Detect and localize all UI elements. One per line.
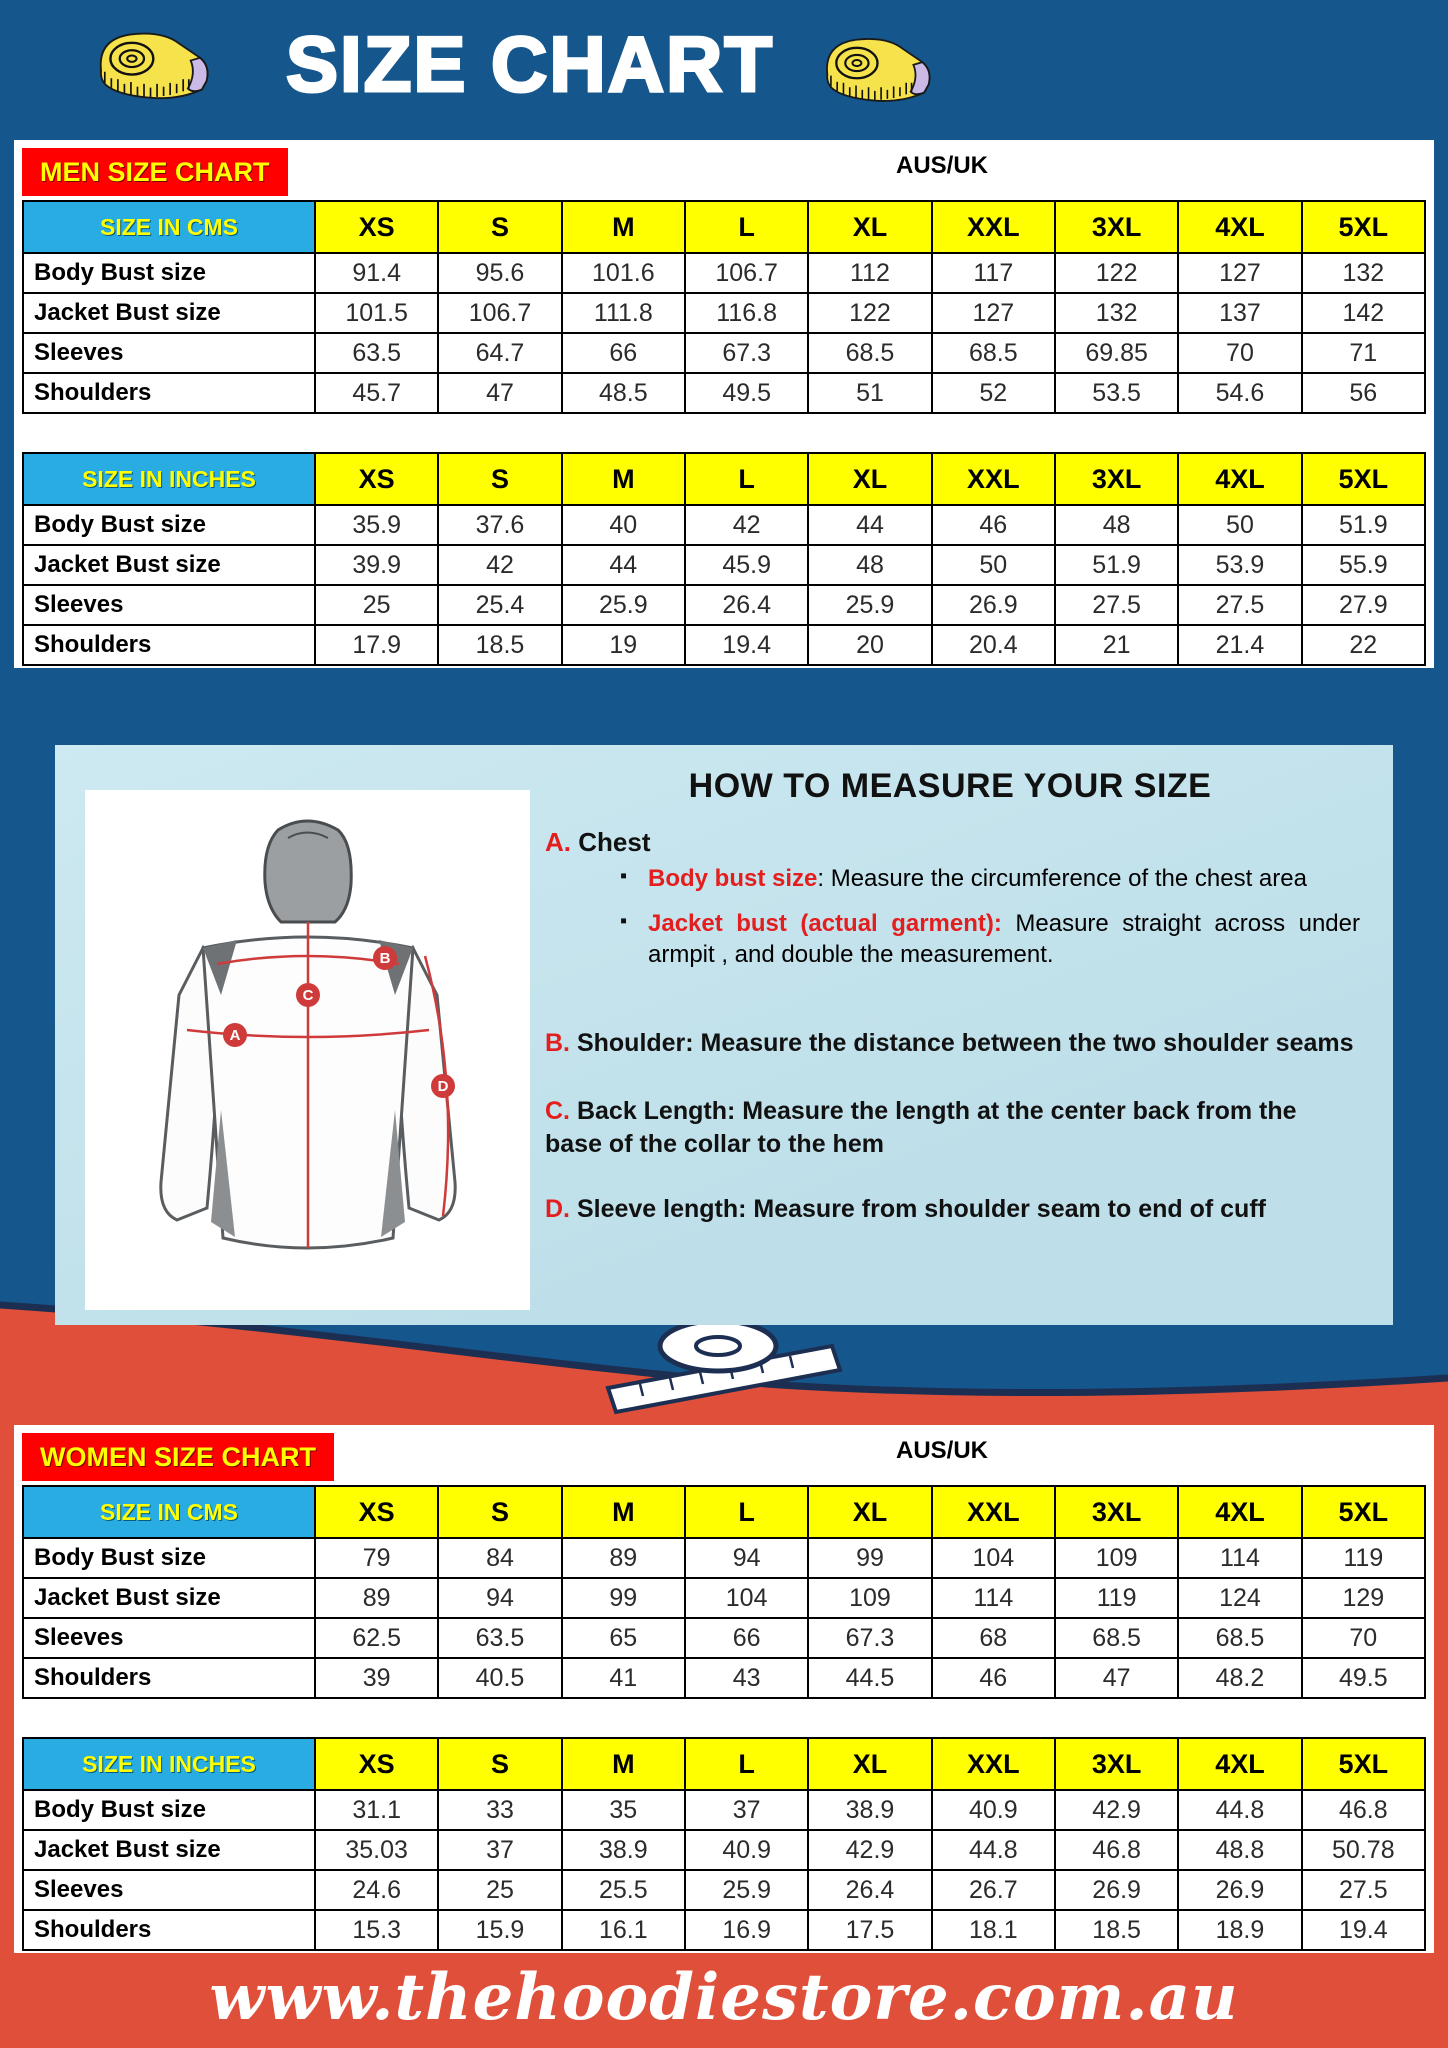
measurement-value: 26.9 — [1178, 1870, 1301, 1910]
size-column-header: L — [685, 1738, 808, 1790]
measurement-value: 101.5 — [315, 293, 438, 333]
measurement-value: 52 — [932, 373, 1055, 413]
measurement-value: 26.7 — [932, 1870, 1055, 1910]
measurement-value: 62.5 — [315, 1618, 438, 1658]
measurement-value: 47 — [1055, 1658, 1178, 1698]
measurement-value: 45.7 — [315, 373, 438, 413]
measurement-value: 25.9 — [685, 1870, 808, 1910]
size-column-header: L — [685, 201, 808, 253]
measurement-value: 55.9 — [1302, 545, 1425, 585]
measurement-value: 50 — [1178, 505, 1301, 545]
table-row — [23, 545, 1425, 585]
table-header-row — [23, 201, 1425, 253]
bullet-square-icon: ▪ — [620, 865, 628, 887]
measurement-value: 25.5 — [562, 1870, 685, 1910]
size-column-header: 3XL — [1055, 453, 1178, 505]
measurement-value: 49.5 — [1302, 1658, 1425, 1698]
measurement-value: 99 — [562, 1578, 685, 1618]
measurement-value: 68 — [932, 1618, 1055, 1658]
store-url: www.thehoodiestore.com.au — [209, 1960, 1239, 2035]
measurement-value: 68.5 — [1055, 1618, 1178, 1658]
table-row — [23, 585, 1425, 625]
measurement-value: 46 — [932, 505, 1055, 545]
measurement-value: 127 — [932, 293, 1055, 333]
bullet-body-bust: ▪ Body bust size: Measure the circumference of the chest area — [620, 865, 1307, 892]
measurement-value: 42.9 — [808, 1830, 931, 1870]
measurement-value: 44.5 — [808, 1658, 931, 1698]
measurement-value: 19 — [562, 625, 685, 665]
size-column-header: 5XL — [1302, 453, 1425, 505]
measurement-value: 18.5 — [438, 625, 561, 665]
measurement-value: 44.8 — [1178, 1790, 1301, 1830]
measurement-value: 56 — [1302, 373, 1425, 413]
measurement-value: 51.9 — [1302, 505, 1425, 545]
measurement-label: Sleeves — [23, 585, 315, 625]
diagram-label-b: B — [379, 950, 391, 967]
measurement-label: Sleeves — [23, 1618, 315, 1658]
table-header-row — [23, 453, 1425, 505]
measurement-value: 89 — [315, 1578, 438, 1618]
measurement-value: 38.9 — [562, 1830, 685, 1870]
unit-label: SIZE IN CMS — [23, 1486, 315, 1538]
unit-label: SIZE IN INCHES — [23, 453, 315, 505]
measurement-value: 64.7 — [438, 333, 561, 373]
size-column-header: XS — [315, 1486, 438, 1538]
bullet-jacket-bust: ▪ Jacket bust (actual garment): Measure straight across under armpit , and double the measurement. — [620, 910, 1360, 969]
measurement-value: 35.9 — [315, 505, 438, 545]
measurement-value: 27.5 — [1055, 585, 1178, 625]
size-column-header: XS — [315, 453, 438, 505]
measuring-tape-icon — [88, 24, 228, 112]
measurement-value: 70 — [1178, 333, 1301, 373]
measurement-value: 53.5 — [1055, 373, 1178, 413]
measuring-tape-icon — [815, 30, 949, 114]
size-column-header: M — [562, 201, 685, 253]
measurement-value: 20 — [808, 625, 931, 665]
measure-item-chest — [545, 825, 1360, 859]
table-row — [23, 1790, 1425, 1830]
men-size-chart-panel — [14, 140, 1434, 668]
measurement-value: 26.4 — [808, 1870, 931, 1910]
unit-label: SIZE IN INCHES — [23, 1738, 315, 1790]
measurement-value: 67.3 — [685, 333, 808, 373]
measurement-value: 106.7 — [438, 293, 561, 333]
measurement-value: 44.8 — [932, 1830, 1055, 1870]
bullet-square-icon: ▪ — [620, 910, 628, 933]
measurement-value: 71 — [1302, 333, 1425, 373]
measurement-value: 70 — [1302, 1618, 1425, 1658]
measurement-value: 111.8 — [562, 293, 685, 333]
measurement-value: 46.8 — [1055, 1830, 1178, 1870]
table-row — [23, 1830, 1425, 1870]
women-chart-title: WOMEN SIZE CHART — [22, 1433, 334, 1481]
measurement-value: 39.9 — [315, 545, 438, 585]
measurement-value: 26.9 — [932, 585, 1055, 625]
measurement-value: 109 — [1055, 1538, 1178, 1578]
measurement-value: 25.9 — [808, 585, 931, 625]
measurement-value: 124 — [1178, 1578, 1301, 1618]
table-row — [23, 253, 1425, 293]
measurement-value: 51 — [808, 373, 931, 413]
measurement-value: 40.5 — [438, 1658, 561, 1698]
size-column-header: S — [438, 1486, 561, 1538]
size-column-header: S — [438, 1738, 561, 1790]
measurement-value: 27.5 — [1302, 1870, 1425, 1910]
measurement-value: 22 — [1302, 625, 1425, 665]
size-column-header: 5XL — [1302, 1738, 1425, 1790]
measurement-value: 122 — [1055, 253, 1178, 293]
measurement-value: 53.9 — [1178, 545, 1301, 585]
measurement-label: Jacket Bust size — [23, 1578, 315, 1618]
size-column-header: S — [438, 453, 561, 505]
measurement-value: 21.4 — [1178, 625, 1301, 665]
how-to-measure-panel — [55, 745, 1393, 1325]
measurement-value: 116.8 — [685, 293, 808, 333]
measurement-value: 31.1 — [315, 1790, 438, 1830]
measurement-value: 16.9 — [685, 1910, 808, 1950]
measurement-value: 41 — [562, 1658, 685, 1698]
measure-item-shoulder: B. Shoulder: Measure the distance between the two shoulder seams — [545, 1029, 1354, 1057]
region-label: AUS/UK — [896, 152, 989, 179]
measurement-value: 94 — [685, 1538, 808, 1578]
measurement-value: 43 — [685, 1658, 808, 1698]
size-column-header: 4XL — [1178, 453, 1301, 505]
measurement-value: 79 — [315, 1538, 438, 1578]
measurement-value: 45.9 — [685, 545, 808, 585]
measurement-label: Body Bust size — [23, 1538, 315, 1578]
measurement-value: 40.9 — [932, 1790, 1055, 1830]
table-row — [23, 1618, 1425, 1658]
measurement-value: 84 — [438, 1538, 561, 1578]
measurement-value: 25 — [438, 1870, 561, 1910]
measurement-label: Shoulders — [23, 373, 315, 413]
women-size-chart-panel — [14, 1425, 1434, 1953]
measurement-value: 68.5 — [808, 333, 931, 373]
men-inches-table — [22, 452, 1426, 666]
measurement-value: 50 — [932, 545, 1055, 585]
measurement-value: 35 — [562, 1790, 685, 1830]
women-inches-table — [22, 1737, 1426, 1951]
measurement-label: Sleeves — [23, 1870, 315, 1910]
measurement-value: 15.3 — [315, 1910, 438, 1950]
measurement-value: 101.6 — [562, 253, 685, 293]
measurement-value: 95.6 — [438, 253, 561, 293]
size-column-header: XS — [315, 1738, 438, 1790]
measurement-value: 26.4 — [685, 585, 808, 625]
measurement-value: 106.7 — [685, 253, 808, 293]
diagram-label-d: D — [437, 1078, 449, 1095]
unit-label: SIZE IN CMS — [23, 201, 315, 253]
size-column-header: 3XL — [1055, 1738, 1178, 1790]
measurement-value: 49.5 — [685, 373, 808, 413]
measurement-label: Jacket Bust size — [23, 1830, 315, 1870]
size-column-header: 4XL — [1178, 1486, 1301, 1538]
measure-item-back-length: C. Back Length: Measure the length at the center back from the base of the collar to the hem — [545, 1097, 1297, 1158]
measurement-value: 48 — [808, 545, 931, 585]
measurement-value: 39 — [315, 1658, 438, 1698]
measurement-value: 17.9 — [315, 625, 438, 665]
measurement-value: 99 — [808, 1538, 931, 1578]
diagram-label-c: C — [302, 987, 314, 1004]
page-title: SIZE CHART — [286, 20, 774, 108]
measurement-label: Body Bust size — [23, 1790, 315, 1830]
measurement-value: 142 — [1302, 293, 1425, 333]
region-label: AUS/UK — [896, 1437, 989, 1464]
measurement-value: 51.9 — [1055, 545, 1178, 585]
size-column-header: XL — [808, 1738, 931, 1790]
measurement-value: 48 — [1055, 505, 1178, 545]
measurement-value: 40 — [562, 505, 685, 545]
table-row — [23, 1578, 1425, 1618]
men-cms-table — [22, 200, 1426, 414]
measurement-value: 132 — [1302, 253, 1425, 293]
measure-item-sleeve-length: D. Sleeve length: Measure from shoulder seam to end of cuff — [545, 1195, 1266, 1223]
measurement-label: Jacket Bust size — [23, 293, 315, 333]
measurement-value: 109 — [808, 1578, 931, 1618]
measurement-value: 119 — [1302, 1538, 1425, 1578]
measurement-value: 114 — [1178, 1538, 1301, 1578]
table-row — [23, 1658, 1425, 1698]
size-column-header: 5XL — [1302, 201, 1425, 253]
size-column-header: L — [685, 453, 808, 505]
table-row — [23, 293, 1425, 333]
measurement-value: 91.4 — [315, 253, 438, 293]
measurement-label: Body Bust size — [23, 253, 315, 293]
measurement-value: 25 — [315, 585, 438, 625]
measurement-value: 25.9 — [562, 585, 685, 625]
measurement-value: 63.5 — [438, 1618, 561, 1658]
size-column-header: XXL — [932, 201, 1055, 253]
size-column-header: M — [562, 453, 685, 505]
diagram-label-a: A — [229, 1027, 241, 1044]
table-row — [23, 333, 1425, 373]
size-column-header: 4XL — [1178, 1738, 1301, 1790]
measurement-value: 48.2 — [1178, 1658, 1301, 1698]
measurement-value: 66 — [562, 333, 685, 373]
chest-bullets — [620, 863, 1360, 985]
table-row — [23, 373, 1425, 413]
measurement-value: 122 — [808, 293, 931, 333]
size-column-header: XS — [315, 201, 438, 253]
measurement-value: 24.6 — [315, 1870, 438, 1910]
size-column-header: M — [562, 1486, 685, 1538]
measurement-value: 117 — [932, 253, 1055, 293]
measurement-value: 112 — [808, 253, 931, 293]
measurement-value: 47 — [438, 373, 561, 413]
measurement-value: 48.5 — [562, 373, 685, 413]
measurement-value: 42 — [438, 545, 561, 585]
measurement-value: 63.5 — [315, 333, 438, 373]
size-column-header: 4XL — [1178, 201, 1301, 253]
measurement-value: 104 — [685, 1578, 808, 1618]
measurement-value: 127 — [1178, 253, 1301, 293]
measurement-value: 15.9 — [438, 1910, 561, 1950]
measurement-label: Body Bust size — [23, 505, 315, 545]
measurement-value: 68.5 — [932, 333, 1055, 373]
measurement-value: 94 — [438, 1578, 561, 1618]
measure-guide-title: HOW TO MEASURE YOUR SIZE — [688, 767, 1212, 805]
size-column-header: 3XL — [1055, 1486, 1178, 1538]
measurement-value: 114 — [932, 1578, 1055, 1618]
measurement-value: 44 — [562, 545, 685, 585]
measurement-value: 26.9 — [1055, 1870, 1178, 1910]
size-column-header: XL — [808, 201, 931, 253]
item-heading: Chest — [578, 827, 651, 857]
table-row — [23, 505, 1425, 545]
measurement-value: 46 — [932, 1658, 1055, 1698]
measurement-value: 35.03 — [315, 1830, 438, 1870]
size-column-header: XXL — [932, 1738, 1055, 1790]
measurement-value: 20.4 — [932, 625, 1055, 665]
measurement-value: 66 — [685, 1618, 808, 1658]
measurement-value: 37.6 — [438, 505, 561, 545]
measurement-value: 54.6 — [1178, 373, 1301, 413]
table-row — [23, 1870, 1425, 1910]
size-column-header: XXL — [932, 453, 1055, 505]
measurement-value: 40.9 — [685, 1830, 808, 1870]
table-row — [23, 625, 1425, 665]
measurement-value: 89 — [562, 1538, 685, 1578]
measurement-value: 48.8 — [1178, 1830, 1301, 1870]
size-column-header: XL — [808, 1486, 931, 1538]
jacket-measurement-diagram — [85, 790, 530, 1310]
measurement-value: 68.5 — [1178, 1618, 1301, 1658]
measurement-value: 19.4 — [1302, 1910, 1425, 1950]
measurement-value: 37 — [685, 1790, 808, 1830]
measurement-value: 44 — [808, 505, 931, 545]
size-column-header: XXL — [932, 1486, 1055, 1538]
measurement-value: 17.5 — [808, 1910, 931, 1950]
measurement-value: 18.9 — [1178, 1910, 1301, 1950]
measurement-value: 104 — [932, 1538, 1055, 1578]
measurement-label: Jacket Bust size — [23, 545, 315, 585]
measurement-value: 137 — [1178, 293, 1301, 333]
measurement-value: 18.1 — [932, 1910, 1055, 1950]
size-column-header: S — [438, 201, 561, 253]
measurement-label: Shoulders — [23, 1910, 315, 1950]
measurement-value: 69.85 — [1055, 333, 1178, 373]
measurement-value: 38.9 — [808, 1790, 931, 1830]
measurement-value: 16.1 — [562, 1910, 685, 1950]
measurement-value: 119 — [1055, 1578, 1178, 1618]
measurement-value: 33 — [438, 1790, 561, 1830]
measurement-value: 27.5 — [1178, 585, 1301, 625]
measurement-value: 25.4 — [438, 585, 561, 625]
women-cms-table — [22, 1485, 1426, 1699]
table-header-row — [23, 1486, 1425, 1538]
table-row — [23, 1538, 1425, 1578]
measurement-label: Shoulders — [23, 625, 315, 665]
measurement-value: 27.9 — [1302, 585, 1425, 625]
size-column-header: 3XL — [1055, 201, 1178, 253]
measurement-value: 129 — [1302, 1578, 1425, 1618]
measurement-value: 37 — [438, 1830, 561, 1870]
measurement-label: Shoulders — [23, 1658, 315, 1698]
hoodie-back-diagram — [85, 790, 530, 1310]
item-letter: A. — [545, 827, 571, 857]
measurement-value: 42 — [685, 505, 808, 545]
size-column-header: 5XL — [1302, 1486, 1425, 1538]
measurement-value: 18.5 — [1055, 1910, 1178, 1950]
men-chart-title: MEN SIZE CHART — [22, 148, 288, 196]
measurement-value: 42.9 — [1055, 1790, 1178, 1830]
measurement-value: 21 — [1055, 625, 1178, 665]
measurement-value: 19.4 — [685, 625, 808, 665]
measurement-label: Sleeves — [23, 333, 315, 373]
table-header-row — [23, 1738, 1425, 1790]
size-column-header: XL — [808, 453, 931, 505]
measurement-value: 50.78 — [1302, 1830, 1425, 1870]
size-column-header: M — [562, 1738, 685, 1790]
measurement-value: 65 — [562, 1618, 685, 1658]
table-row — [23, 1910, 1425, 1950]
measurement-value: 67.3 — [808, 1618, 931, 1658]
size-column-header: L — [685, 1486, 808, 1538]
measurement-value: 132 — [1055, 293, 1178, 333]
measurement-value: 46.8 — [1302, 1790, 1425, 1830]
